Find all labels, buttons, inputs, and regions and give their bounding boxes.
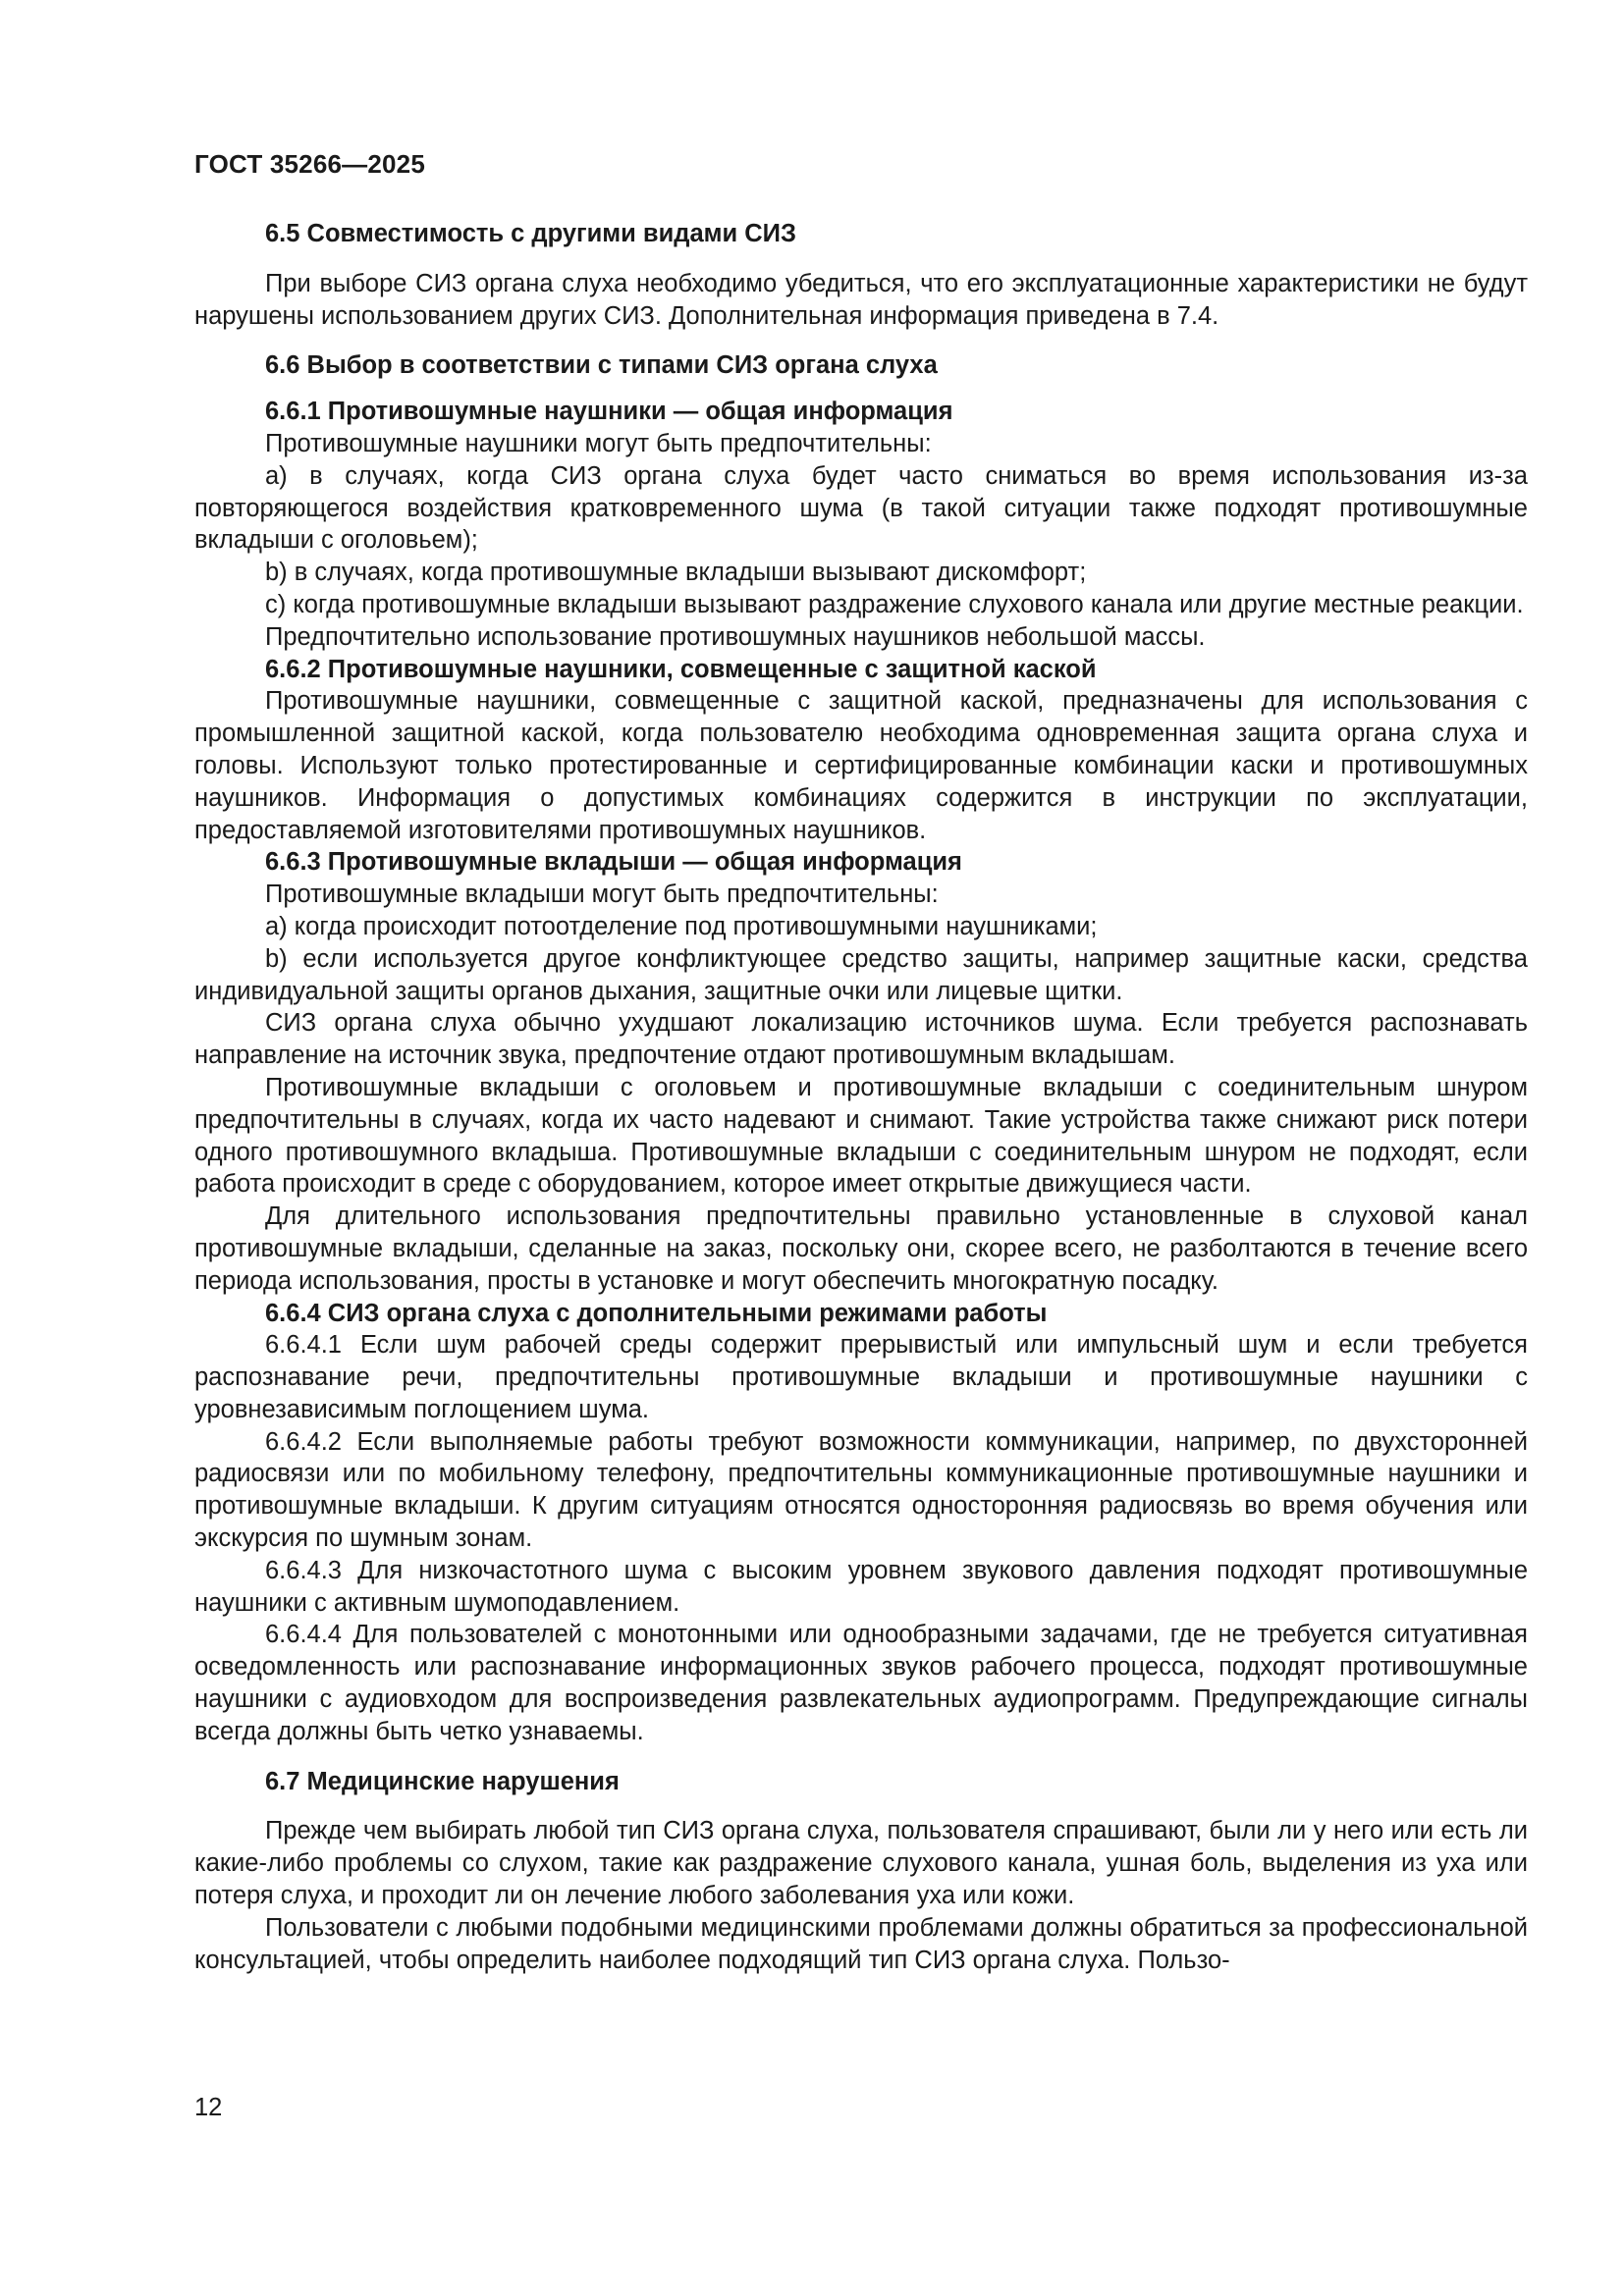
document-body [194,218,1528,1976]
paragraph: 6.6.4.4 Для пользователей с монотонными или однообразными задачами, где не требуется ситуативная осведомленность или распознавание информационных звуков рабочего процесса, подходят противошумные наушники с аудиовходом для воспроизведения развлекательных аудиопрограмм. Предупреждающие сигналы всегда должны быть четко узнаваемы. [194,1621,1528,1745]
paragraph: 6.6.4.3 Для низкочастотного шума с высоким уровнем звукового давления подходят противошумные наушники с активным шумоподавлением. [194,1556,1528,1617]
paragraph: Противошумные вкладыши с оголовьем и противошумные вкладыши с соединительным шнуром предпочтительны в случаях, когда их часто надевают и снимают. Такие устройства также снижают риск потери одного противошумного вкладыша. Противошумные вкладыши с соединительным шнуром не подходят, если работа происходит в среде с оборудованием, которое имеет открытые движущиеся части. [194,1073,1528,1199]
paragraph: Противошумные вкладыши могут быть предпочтительны: [265,881,939,909]
list-item: b) в случаях, когда противошумные вкладыши вызывают дискомфорт; [265,559,1087,587]
list-item: a) когда происходит потоотделение под противошумными наушниками; [265,912,1098,940]
paragraph: Противошумные наушники могут быть предпочтительны: [265,429,932,457]
paragraph: Пользователи с любыми подобными медицинскими проблемами должны обратиться за профессиональной консультацией, чтобы определить наиболее подходящий тип СИЗ органа слуха. Пользо- [194,1913,1528,1974]
paragraph: Противошумные наушники, совмещенные с защитной каской, предназначены для использования с промышленной защитной каской, когда пользователю необходима одновременная защита органа слуха и головы. Используют только протестированные и сертифицированные комбинации каски и противошумных наушников. Информация о допустимых комбинациях содержится в инструкции по эксплуатации, предоставляемой изготовителями противошумных наушников. [194,687,1528,844]
list-item: b) если используется другое конфликтующее средство защиты, например защитные каски, средства индивидуальной защиты органов дыхания, защитные очки или лицевые щитки. [194,944,1528,1005]
paragraph: Предпочтительно использование противошумных наушников небольшой массы. [265,622,1206,651]
subsection-heading-6-6-3: 6.6.3 Противошумные вкладыши — общая информация [265,848,962,877]
paragraph: СИЗ органа слуха обычно ухудшают локализацию источников шума. Если требуется распознавать направление на источник звука, предпочтение отдают противошумным вкладышам. [194,1009,1528,1070]
paragraph: Прежде чем выбирать любой тип СИЗ органа слуха, пользователя спрашивают, были ли у него или есть ли какие-либо проблемы со слухом, такие как раздражение слухового канала, ушная боль, выделения из уха или потеря слуха, и проходит ли он лечение любого заболевания уха или кожи. [194,1817,1528,1910]
section-heading-6-6: 6.6 Выбор в соответствии с типами СИЗ органа слуха [265,351,938,380]
paragraph: При выборе СИЗ органа слуха необходимо убедиться, что его эксплуатационные характеристики не будут нарушены использованием других СИЗ. Дополнительная информация приведена в 7.4. [194,269,1528,330]
document-header: ГОСТ 35266—2025 [194,149,425,179]
list-item: c) когда противошумные вкладыши вызывают раздражение слухового канала или другие местные реакции. [265,590,1524,618]
paragraph: Для длительного использования предпочтительны правильно установленные в слуховой канал противошумные вкладыши, сделанные на заказ, поскольку они, скорее всего, не разболтаются в течение всего периода использования, просты в установке и могут обеспечить многократную посадку. [194,1202,1528,1295]
section-heading-6-5: 6.5 Совместимость с другими видами СИЗ [265,220,796,247]
subsection-heading-6-6-1: 6.6.1 Противошумные наушники — общая информация [265,398,953,426]
subsection-heading-6-6-2: 6.6.2 Противошумные наушники, совмещенные с защитной каской [265,655,1097,683]
page-number: 12 [194,2094,223,2121]
paragraph: 6.6.4.1 Если шум рабочей среды содержит прерывистый или импульсный шум и если требуется распознавание речи, предпочтительны противошумные вкладыши и противошумные наушники с уровнезависимым поглощением шума. [194,1331,1528,1423]
section-heading-6-7: 6.7 Медицинские нарушения [265,1767,620,1795]
paragraph: 6.6.4.2 Если выполняемые работы требуют возможности коммуникации, например, по двухсторонней радиосвязи или по мобильному телефону, предпочтительны коммуникационные противошумные наушники и противошумные вкладыши. К другим ситуациям относятся односторонняя радиосвязь во время обучения или экскурсия по шумным зонам. [194,1427,1528,1553]
subsection-heading-6-6-4: 6.6.4 СИЗ органа слуха с дополнительными режимами работы [265,1299,1048,1327]
list-item: a) в случаях, когда СИЗ органа слуха будет часто сниматься во время использования из-за повторяющегося воздействия кратковременного шума (в такой ситуации также подходят противошумные вкладыши с оголовьем); [194,461,1528,555]
